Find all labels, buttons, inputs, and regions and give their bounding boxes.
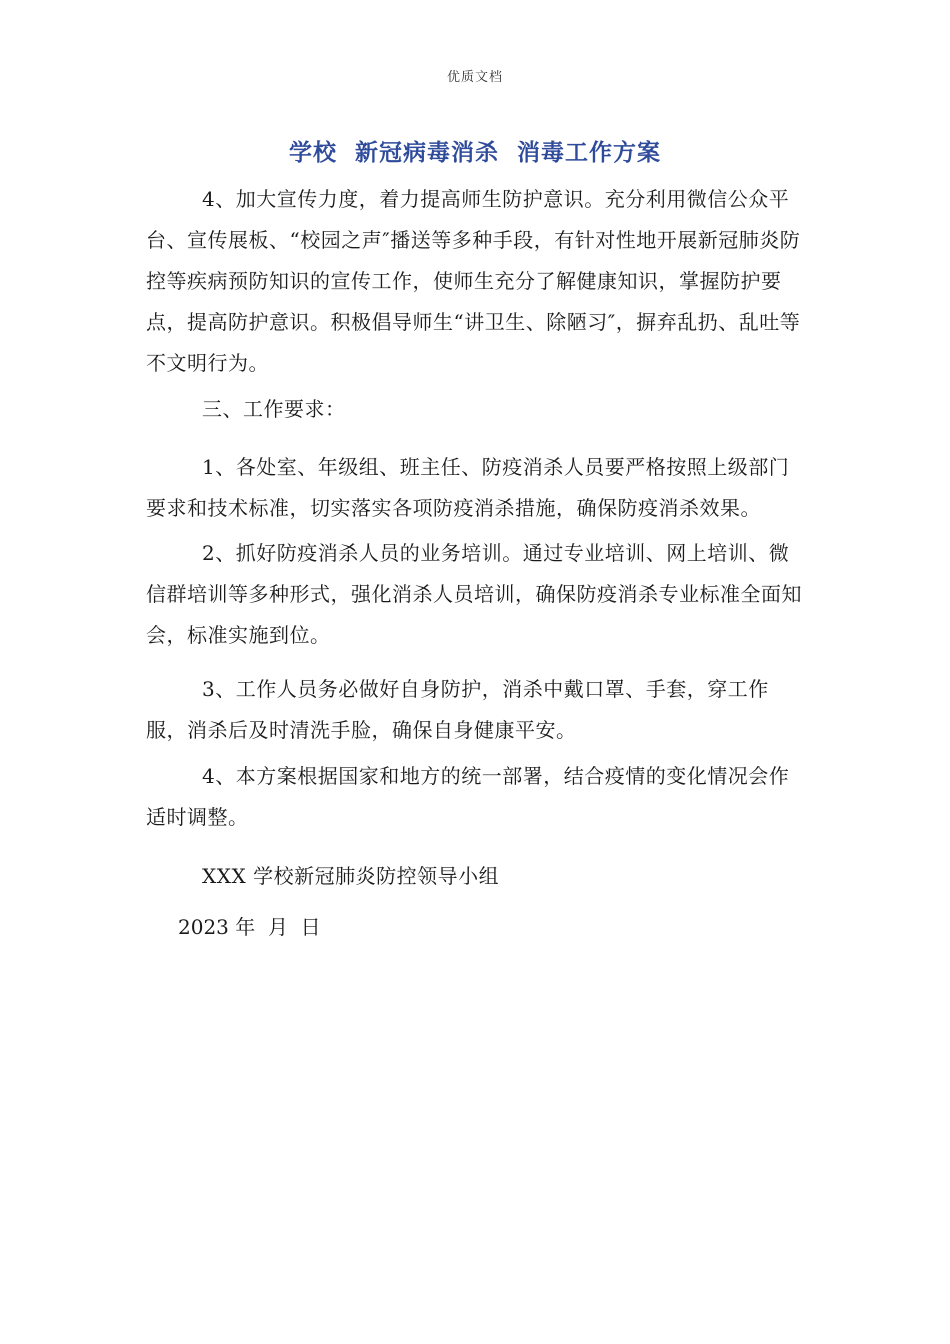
paragraph-requirement-2: 2、抓好防疫消杀人员的业务培训。通过专业培训、网上培训、微信群培训等多种形式，强化消杀人员培训，确保防疫消杀专业标准全面知会，标准实施到位。 [146,541,802,647]
paragraph-requirement-4: 4、本方案根据国家和地方的统一部署，结合疫情的变化情况会作适时调整。 [146,764,790,829]
signature-line: XXX 学校新冠肺炎防控领导小组 [202,864,500,888]
date-line: 2023 年 月 日 [178,915,321,939]
header-label: 优质文档 [446,70,503,85]
paragraph-requirement-1: 1、各处室、年级组、班主任、防疫消杀人员要严格按照上级部门要求和技术标准，切实落实各项防疫消杀措施，确保防疫消杀效果。 [146,455,790,520]
section-heading-requirements: 三、工作要求： [202,397,346,421]
paragraph-publicity: 4、加大宣传力度，着力提高师生防护意识。充分利用微信公众平台、宣传展板、“校园之声″播送等多种手段，有针对性地开展新冠肺炎防控等疾病预防知识的宣传工作，使师生充分了解健康知识，掌握防护要点，提高防护意识。积极倡导师生“讲卫生、除陋习″，摒弃乱扔、乱吐等不文明行为。 [146,187,801,375]
document-title: 学校 新冠病毒消杀 消毒工作方案 [288,140,662,166]
paragraph-requirement-3: 3、工作人员务必做好自身防护，消杀中戴口罩、手套，穿工作服，消杀后及时清洗手脸，确保自身健康平安。 [146,677,769,742]
